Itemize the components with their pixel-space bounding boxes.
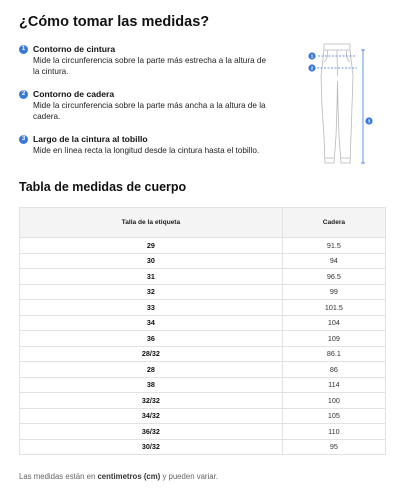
table-row <box>20 253 386 269</box>
step-hip <box>19 89 274 122</box>
table-row <box>20 408 386 424</box>
hip-cell: 86.1 <box>282 346 385 362</box>
step-description: Mide la circunferencia sobre la parte más estrecha a la altura de la cintura. <box>33 56 267 76</box>
table-row <box>20 331 386 347</box>
step-description: Mide la circunferencia sobre la parte más ancha a la altura de la cadera. <box>33 101 266 121</box>
table-body <box>20 238 386 455</box>
hip-cell: 91.5 <box>282 238 385 254</box>
hip-cell: 96.5 <box>282 269 385 285</box>
column-header-size: Talla de la etiqueta <box>20 208 283 238</box>
step-title: Contorno de cintura <box>33 44 116 54</box>
page-title: ¿Cómo tomar las medidas? <box>19 14 210 30</box>
step-title: Largo de la cintura al tobillo <box>33 134 148 145</box>
step-description: Mide en línea recta la longitud desde la cintura hasta el tobillo. <box>33 146 260 156</box>
table-row <box>20 238 386 254</box>
step-number-badge: 1 <box>19 45 28 54</box>
table-row <box>20 269 386 285</box>
hip-cell: 105 <box>282 408 385 424</box>
size-table <box>19 207 386 455</box>
hip-cell: 95 <box>282 439 385 455</box>
size-cell: 29 <box>20 238 283 254</box>
size-cell: 32/32 <box>20 393 283 409</box>
measurement-steps <box>19 44 274 169</box>
hip-cell: 94 <box>282 253 385 269</box>
step-number-badge: 3 <box>19 135 28 144</box>
hip-cell: 100 <box>282 393 385 409</box>
marker-2-label: 2 <box>310 65 314 71</box>
table-row <box>20 362 386 378</box>
hip-cell: 99 <box>282 284 385 300</box>
size-cell: 34 <box>20 315 283 331</box>
size-cell: 30 <box>20 253 283 269</box>
footnote-prefix: Las medidas están en <box>19 472 98 481</box>
size-cell: 34/32 <box>20 408 283 424</box>
table-row <box>20 424 386 440</box>
size-cell: 30/32 <box>20 439 283 455</box>
column-header-hip: Cadera <box>282 208 385 238</box>
footnote-suffix: y pueden variar. <box>160 472 218 481</box>
hip-cell: 104 <box>282 315 385 331</box>
table-row <box>20 284 386 300</box>
marker-3-label: 3 <box>367 118 371 124</box>
size-cell: 33 <box>20 300 283 316</box>
table-title: Tabla de medidas de cuerpo <box>19 180 187 194</box>
size-cell: 28/32 <box>20 346 283 362</box>
footnote-unit: centimetros (cm) <box>97 472 161 481</box>
hip-cell: 110 <box>282 424 385 440</box>
table-row <box>20 393 386 409</box>
size-cell: 32 <box>20 284 283 300</box>
table-row <box>20 315 386 331</box>
marker-1-label: 1 <box>310 53 314 59</box>
hip-cell: 114 <box>282 377 385 393</box>
size-cell: 28 <box>20 362 283 378</box>
table-header-row <box>20 208 386 238</box>
table-row <box>20 439 386 455</box>
step-waist <box>19 44 274 77</box>
size-cell: 36 <box>20 331 283 347</box>
size-cell: 36/32 <box>20 424 283 440</box>
table-row <box>20 300 386 316</box>
step-number-badge: 2 <box>19 90 28 99</box>
pants-measurement-diagram-icon <box>300 36 380 166</box>
table-row <box>20 346 386 362</box>
step-title: Contorno de cadera <box>33 89 115 100</box>
hip-cell: 109 <box>282 331 385 347</box>
size-cell: 31 <box>20 269 283 285</box>
footnote <box>19 472 218 481</box>
step-length <box>19 134 274 157</box>
size-cell: 38 <box>20 377 283 393</box>
table-row <box>20 377 386 393</box>
hip-cell: 101.5 <box>282 300 385 316</box>
hip-cell: 86 <box>282 362 385 378</box>
